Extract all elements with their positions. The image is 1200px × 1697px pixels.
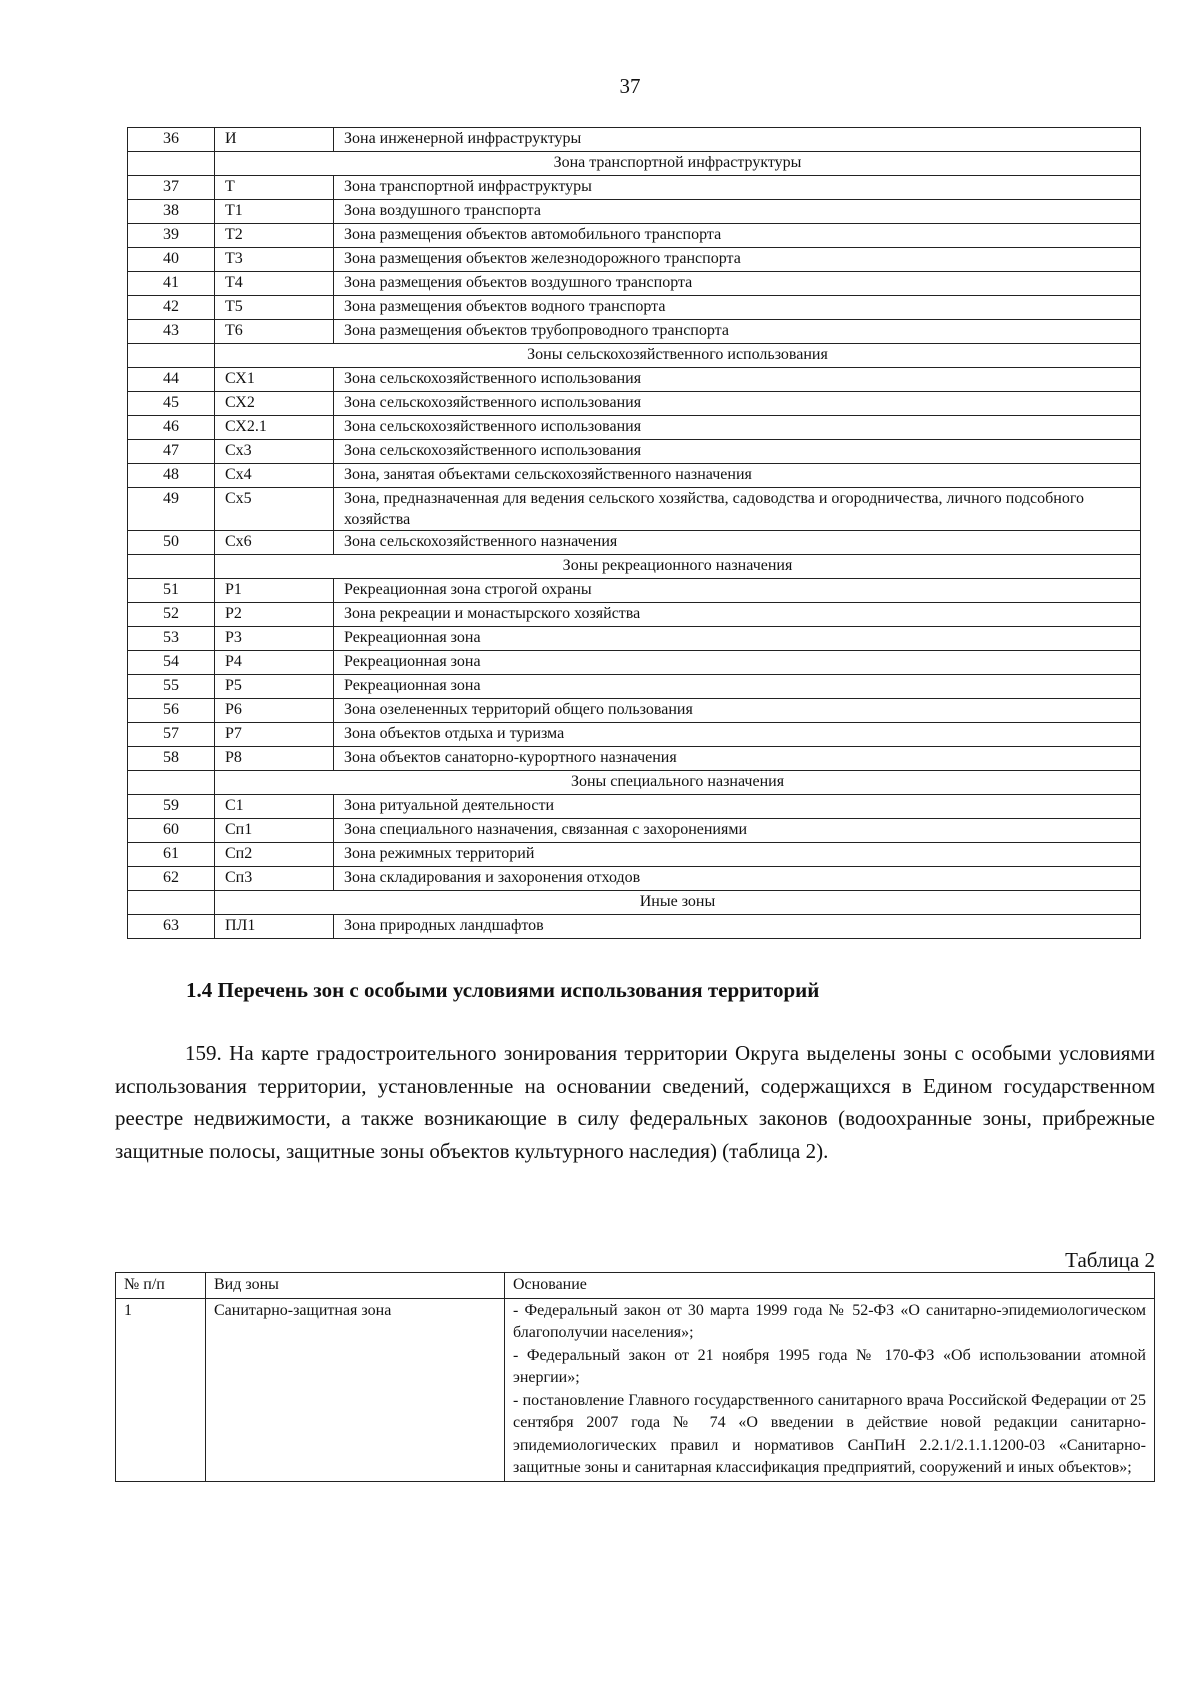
table-row (128, 651, 1141, 675)
cell-name: Зона сельскохозяйственного использования (334, 440, 1141, 464)
cell-name: Зона сельскохозяйственного использования (334, 416, 1141, 440)
table-row (128, 272, 1141, 296)
cell-name: Зона ритуальной деятельности (334, 795, 1141, 819)
table-row (128, 531, 1141, 555)
cell-num: 43 (128, 320, 215, 344)
table-row (128, 128, 1141, 152)
table-row (128, 392, 1141, 416)
cell-num: 41 (128, 272, 215, 296)
header-zone-type: Вид зоны (206, 1273, 505, 1299)
cell-name: Зона размещения объектов водного транспорта (334, 296, 1141, 320)
section-title: Зоны специального назначения (215, 771, 1141, 795)
cell-num: 48 (128, 464, 215, 488)
table-row (128, 176, 1141, 200)
cell-basis (505, 1298, 1155, 1481)
section-title: Зоны рекреационного назначения (215, 555, 1141, 579)
cell-code: Р2 (215, 603, 334, 627)
cell-name: Зона сельскохозяйственного назначения (334, 531, 1141, 555)
basis-item: - постановление Главного государственного санитарного врача Российской Федерации от 25 сентября 2007 года № 74 «О введении в действие новой редакции санитарно-эпидемиологических правил и нормативов СанПиН 2.2.1/2.1.1.1200-03 «Санитарно-защитные зоны и санитарная классификация предприятий, сооружений и иных объектов»; (513, 1391, 1146, 1476)
cell-num: 63 (128, 915, 215, 939)
cell-code: Сп3 (215, 867, 334, 891)
cell-name: Зона, занятая объектами сельскохозяйственного назначения (334, 464, 1141, 488)
cell-code: Т5 (215, 296, 334, 320)
cell-num: 47 (128, 440, 215, 464)
table-row (128, 320, 1141, 344)
table-row (128, 440, 1141, 464)
cell-num: 36 (128, 128, 215, 152)
cell-num: 46 (128, 416, 215, 440)
cell-num: 39 (128, 224, 215, 248)
cell-num: 60 (128, 819, 215, 843)
table-row (128, 795, 1141, 819)
table-row (128, 416, 1141, 440)
cell-name: Зона размещения объектов воздушного транспорта (334, 272, 1141, 296)
table-header-row (116, 1273, 1155, 1299)
table-row (128, 627, 1141, 651)
cell-name: Рекреационная зона (334, 675, 1141, 699)
restricted-zones-table (115, 1272, 1155, 1482)
cell-code: Сх6 (215, 531, 334, 555)
table-row (128, 200, 1141, 224)
cell-num-empty (128, 344, 215, 368)
table-row (128, 603, 1141, 627)
cell-num: 50 (128, 531, 215, 555)
cell-name: Зона режимных территорий (334, 843, 1141, 867)
cell-code: Р4 (215, 651, 334, 675)
cell-num-empty (128, 771, 215, 795)
cell-num: 59 (128, 795, 215, 819)
cell-num: 45 (128, 392, 215, 416)
basis-item: - Федеральный закон от 30 марта 1999 года № 52-ФЗ «О санитарно-эпидемиологическом благополучии населения»; (513, 1301, 1146, 1341)
table-row (128, 296, 1141, 320)
cell-code: И (215, 128, 334, 152)
table-row (128, 464, 1141, 488)
cell-num: 40 (128, 248, 215, 272)
cell-code: Т4 (215, 272, 334, 296)
table-row (128, 867, 1141, 891)
table-row (128, 723, 1141, 747)
cell-name: Зона объектов отдыха и туризма (334, 723, 1141, 747)
cell-code: Р8 (215, 747, 334, 771)
table-row (128, 248, 1141, 272)
cell-code: Сх4 (215, 464, 334, 488)
table-row (128, 819, 1141, 843)
cell-name: Зона сельскохозяйственного использования (334, 368, 1141, 392)
cell-code: Сх3 (215, 440, 334, 464)
cell-num-empty (128, 152, 215, 176)
section-row (128, 771, 1141, 795)
cell-code: Т3 (215, 248, 334, 272)
table-row (128, 488, 1141, 531)
cell-name: Зона, предназначенная для ведения сельского хозяйства, садоводства и огородничества, личного подсобного хозяйства (334, 488, 1141, 531)
header-num: № п/п (116, 1273, 206, 1299)
cell-code: Сх5 (215, 488, 334, 531)
cell-name: Зона размещения объектов железнодорожного транспорта (334, 248, 1141, 272)
table-row (116, 1298, 1155, 1481)
cell-name: Рекреационная зона строгой охраны (334, 579, 1141, 603)
table-row (128, 843, 1141, 867)
table-caption: Таблица 2 (1065, 1248, 1155, 1272)
cell-num: 54 (128, 651, 215, 675)
cell-num: 42 (128, 296, 215, 320)
cell-code: СХ2 (215, 392, 334, 416)
cell-num: 49 (128, 488, 215, 531)
cell-code: Сп1 (215, 819, 334, 843)
section-row (128, 891, 1141, 915)
cell-name: Зона рекреации и монастырского хозяйства (334, 603, 1141, 627)
cell-name: Рекреационная зона (334, 651, 1141, 675)
cell-name: Зона воздушного транспорта (334, 200, 1141, 224)
cell-code: С1 (215, 795, 334, 819)
section-title: Зона транспортной инфраструктуры (215, 152, 1141, 176)
cell-num: 38 (128, 200, 215, 224)
cell-num: 53 (128, 627, 215, 651)
cell-num-empty (128, 891, 215, 915)
cell-code: Т6 (215, 320, 334, 344)
cell-zone-type: Санитарно-защитная зона (206, 1298, 505, 1481)
table-row (128, 224, 1141, 248)
cell-code: Р7 (215, 723, 334, 747)
cell-name: Зона специального назначения, связанная с захоронениями (334, 819, 1141, 843)
table-row (128, 579, 1141, 603)
section-row (128, 555, 1141, 579)
cell-num: 56 (128, 699, 215, 723)
cell-name: Зона транспортной инфраструктуры (334, 176, 1141, 200)
cell-code: ПЛ1 (215, 915, 334, 939)
cell-code: Т (215, 176, 334, 200)
section-heading: 1.4 Перечень зон с особыми условиями использования территорий (186, 978, 820, 1002)
cell-num: 51 (128, 579, 215, 603)
cell-code: Р3 (215, 627, 334, 651)
table-row (128, 747, 1141, 771)
page-number: 37 (619, 74, 641, 98)
cell-num: 1 (116, 1298, 206, 1481)
cell-code: Р6 (215, 699, 334, 723)
header-basis: Основание (505, 1273, 1155, 1299)
table-row (128, 675, 1141, 699)
cell-name: Зона размещения объектов трубопроводного транспорта (334, 320, 1141, 344)
cell-code: СХ2.1 (215, 416, 334, 440)
cell-num-empty (128, 555, 215, 579)
section-title: Зоны сельскохозяйственного использования (215, 344, 1141, 368)
cell-num: 55 (128, 675, 215, 699)
zones-table (127, 127, 1141, 939)
cell-code: Т2 (215, 224, 334, 248)
cell-num: 62 (128, 867, 215, 891)
cell-code: СХ1 (215, 368, 334, 392)
cell-code: Сп2 (215, 843, 334, 867)
cell-num: 61 (128, 843, 215, 867)
cell-code: Т1 (215, 200, 334, 224)
cell-name: Рекреационная зона (334, 627, 1141, 651)
cell-num: 52 (128, 603, 215, 627)
table-row (128, 915, 1141, 939)
cell-name: Зона сельскохозяйственного использования (334, 392, 1141, 416)
cell-code: Р5 (215, 675, 334, 699)
cell-num: 37 (128, 176, 215, 200)
table-row (128, 368, 1141, 392)
table-row (128, 699, 1141, 723)
section-title: Иные зоны (215, 891, 1141, 915)
cell-num: 57 (128, 723, 215, 747)
cell-code: Р1 (215, 579, 334, 603)
section-row (128, 152, 1141, 176)
cell-num: 58 (128, 747, 215, 771)
cell-name: Зона озелененных территорий общего пользования (334, 699, 1141, 723)
cell-name: Зона природных ландшафтов (334, 915, 1141, 939)
section-row (128, 344, 1141, 368)
cell-name: Зона размещения объектов автомобильного транспорта (334, 224, 1141, 248)
paragraph-159: 159. На карте градостроительного зонирования территории Округа выделены зоны с особыми условиями использования территории, установленные на основании сведений, содержащихся в Едином государственном реестре недвижимости, а также возникающие в силу федеральных законов (водоохранные зоны, прибрежные защитные полосы, защитные зоны объектов культурного наследия) (таблица 2). (115, 1041, 1155, 1164)
cell-name: Зона складирования и захоронения отходов (334, 867, 1141, 891)
cell-name: Зона объектов санаторно-курортного назначения (334, 747, 1141, 771)
cell-name: Зона инженерной инфраструктуры (334, 128, 1141, 152)
cell-num: 44 (128, 368, 215, 392)
basis-item: - Федеральный закон от 21 ноября 1995 года № 170-ФЗ «Об использовании атомной энергии»; (513, 1346, 1146, 1386)
